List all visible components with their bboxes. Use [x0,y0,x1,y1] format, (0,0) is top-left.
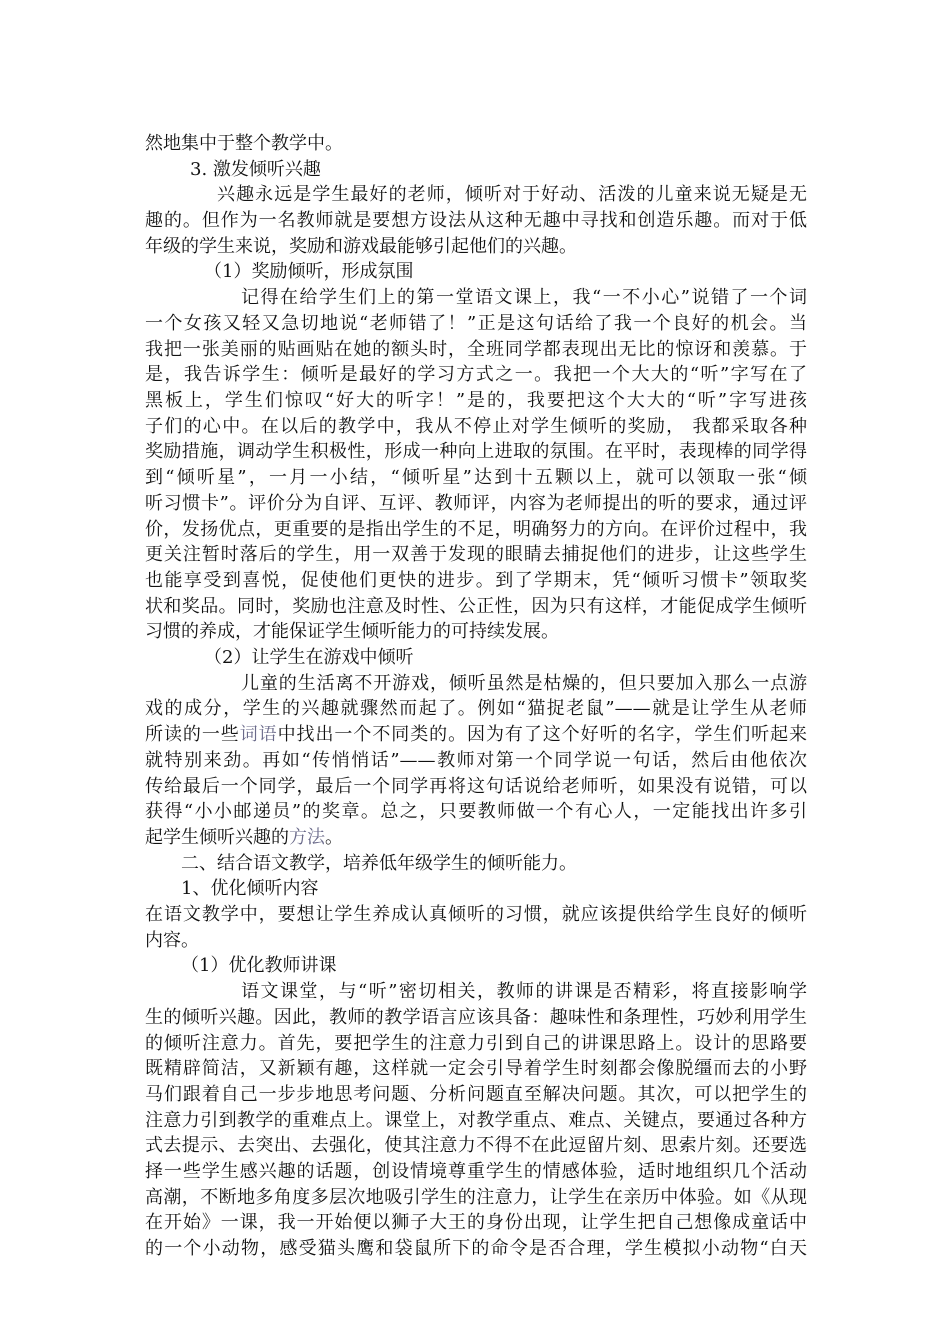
text-line: 传给最后一个同学，最后一个同学再将这句话说给老师听，如果没有说错，可以 [145,776,807,797]
text-line: 在语文教学中，要想让学生养成认真倾听的习惯，就应该提供给学生良好的倾听 [145,904,807,925]
section-heading: 1、优化倾听内容 [181,878,319,899]
text-span: 起学生倾听兴趣的 [145,827,289,848]
text-line: 更关注暂时落后的学生，用一双善于发现的眼睛去捕捉他们的进步，让这些学生 [145,544,807,565]
text-line: 注意力引到教学的重难点上。课堂上，对教学重点、难点、关键点，要通过各种方 [145,1110,807,1131]
text-line [145,722,807,748]
text-line: 年级的学生来说，奖励和游戏最能够引起他们的兴趣。 [145,236,577,257]
text-line: 既精辟简洁，又新颖有趣，这样就一定会引导着学生时刻都会像脱缰而去的小野 [145,1058,807,1079]
text-line: 马们跟着自己一步步地思考问题、分析问题直至解决问题。其次，可以把学生的 [145,1084,807,1105]
section-heading: 二、结合语文教学，培养低年级学生的倾听能力。 [181,853,577,874]
text-line: 的一个小动物，感受猫头鹰和袋鼠所下的命令是否合理，学生模拟小动物“白天 [145,1238,807,1259]
text-line: 我把一张美丽的贴画贴在她的额头时，全班同学都表现出无比的惊讶和羡慕。于 [145,339,807,360]
link-ciyu[interactable]: 词语 [239,724,278,745]
text-span: 。 [325,827,343,848]
text-line: 价，发扬优点，更重要的是指出学生的不足，明确努力的方向。在评价过程中，我 [145,519,807,540]
subsection-heading: （2）让学生在游戏中倾听 [204,647,414,668]
text-line: 内容。 [145,930,199,951]
subsection-heading: （1）优化教师讲课 [181,955,337,976]
text-line: 一个女孩又轻又急切地说“老师错了！”正是这句话给了我一个良好的机会。当 [145,313,807,334]
paragraph-first-line: 记得在给学生们上的第一堂语文课上，我“一不小心”说错了一个词 [241,287,807,308]
text-line: 习惯的养成，才能保证学生倾听能力的可持续发展。 [145,621,559,642]
paragraph-first-line: 语文课堂，与“听”密切相关，教师的讲课是否精彩，将直接影响学 [241,981,807,1002]
text-line: 趣的。但作为一名教师就是要想方设法从这种无趣中寻找和创造乐趣。而对于低 [145,210,807,231]
text-line: 状和奖品。同时，奖励也注意及时性、公正性，因为只有这样，才能促成学生倾听 [145,596,807,617]
text-line: 的倾听注意力。首先，要把学生的注意力引到自己的讲课思路上。设计的思路要 [145,1033,807,1054]
text-line: 获得“小小邮递员”的奖章。总之，只要教师做一个有心人，一定能找出许多引 [145,801,807,822]
paragraph-first-line: 儿童的生活离不开游戏，倾听虽然是枯燥的，但只要加入那么一点游 [241,673,807,694]
text-line: 也能享受到喜悦，促使他们更快的进步。到了学期末，凭“倾听习惯卡”领取奖 [145,570,807,591]
text-line: 戏的成分，学生的兴趣就骤然而起了。例如“猫捉老鼠”——就是让学生从老师 [145,698,807,719]
paragraph-first-line: 兴趣永远是学生最好的老师，倾听对于好动、活泼的儿童来说无疑是无 [217,184,807,205]
text-line: 择一些学生感兴趣的话题，创设情境尊重学生的情感体验，适时地组织几个活动 [145,1161,807,1182]
text-line: 到“倾听星”，一月一小结，“倾听星”达到十五颗以上，就可以领取一张“倾 [145,467,807,488]
section-heading: 3. 激发倾听兴趣 [190,159,321,180]
text-line: 生的倾听兴趣。因此，教师的教学语言应该具备：趣味性和条理性，巧妙利用学生 [145,1007,807,1028]
text-span: 所读的一些 [145,724,240,745]
text-line: 是，我告诉学生：倾听是最好的学习方式之一。我把一个大大的“听”字写在了 [145,364,807,385]
text-line: 黑板上，学生们惊叹“好大的听字！”是的，我要把这个大大的“听”字写进孩 [145,390,807,411]
subsection-heading: （1）奖励倾听，形成氛围 [204,261,414,282]
text-line: 然地集中于整个教学中。 [145,133,343,154]
text-line: 听习惯卡”。评价分为自评、互评、教师评，内容为老师提出的听的要求，通过评 [145,493,807,514]
text-line: 式去提示、去突出、去强化，使其注意力不得不在此逗留片刻、思索片刻。还要选 [145,1135,807,1156]
text-line: 在开始》一课，我一开始便以狮子大王的身份出现，让学生把自己想像成童话中 [145,1212,807,1233]
text-line: 就特别来劲。再如“传悄悄话”——教师对第一个同学说一句话，然后由他依次 [145,750,807,771]
link-fangfa[interactable]: 方法 [289,827,325,848]
text-line: 高潮，不断地多角度多层次地吸引学生的注意力，让学生在亲历中体验。如《从现 [145,1187,807,1208]
text-line: 奖励措施，调动学生积极性，形成一种向上进取的氛围。在平时，表现棒的同学得 [145,441,807,462]
text-line [145,825,807,851]
text-line: 子们的心中。在以后的教学中，我从不停止对学生倾听的奖励， 我都采取各种 [145,416,807,437]
text-span: 中找出一个不同类的。因为有了这个好听的名字，学生们听起来 [277,724,808,745]
